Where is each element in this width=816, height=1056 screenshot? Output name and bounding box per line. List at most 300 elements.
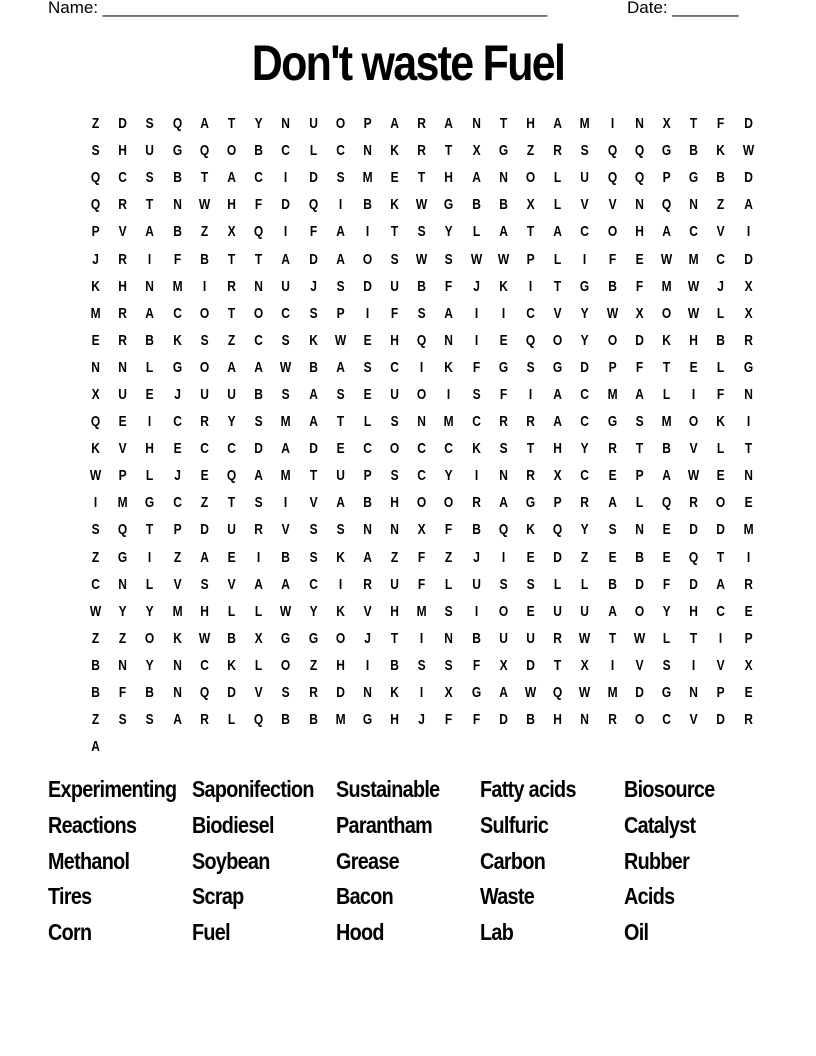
grid-letter: W: [89, 467, 102, 485]
grid-letter: L: [255, 656, 263, 674]
grid-letter: B: [172, 223, 182, 241]
grid-letter: L: [255, 602, 263, 620]
grid-letter: N: [471, 115, 481, 133]
grid-letter: B: [308, 358, 318, 376]
grid-letter: K: [390, 684, 399, 702]
grid-letter: F: [445, 521, 453, 539]
grid-letter: K: [499, 277, 508, 295]
grid-letter: L: [554, 169, 562, 187]
grid-letter: A: [200, 548, 209, 566]
grid-letter: Q: [308, 196, 318, 214]
grid-letter: C: [526, 304, 535, 322]
grid-letter: Q: [417, 331, 427, 349]
grid-letter: L: [146, 575, 154, 593]
grid-letter: R: [118, 331, 128, 349]
grid-letter: A: [281, 250, 291, 268]
grid-letter: Z: [119, 629, 127, 647]
word-list-item: Sustainable: [336, 776, 440, 802]
grid-letter: B: [281, 711, 291, 729]
grid-letter: G: [607, 413, 617, 431]
grid-letter: S: [608, 521, 617, 539]
grid-letter: U: [471, 575, 481, 593]
grid-letter: A: [607, 494, 617, 512]
grid-letter: I: [365, 304, 370, 322]
grid-letter: A: [390, 115, 399, 133]
grid-letter: S: [417, 656, 426, 674]
grid-letter: W: [198, 629, 211, 647]
grid-letter: K: [172, 331, 182, 349]
grid-letter: C: [390, 358, 399, 376]
grid-letter: C: [91, 575, 100, 593]
grid-letter: Q: [498, 521, 509, 539]
grid-letter: Z: [173, 548, 181, 566]
grid-letter: I: [501, 548, 506, 566]
grid-letter: W: [579, 684, 591, 702]
word-list-item: Experimenting: [48, 776, 177, 802]
grid-letter: W: [280, 602, 292, 620]
grid-letter: I: [474, 467, 478, 485]
grid-letter: E: [118, 413, 127, 431]
word-list-item: Acids: [624, 883, 675, 910]
grid-letter: C: [444, 440, 454, 458]
grid-letter: Z: [200, 223, 209, 241]
grid-letter: T: [690, 629, 698, 647]
grid-letter: N: [145, 277, 155, 295]
grid-letter: A: [553, 223, 563, 241]
grid-letter: O: [661, 304, 672, 322]
grid-letter: Z: [91, 629, 100, 647]
word-bank: [48, 776, 768, 955]
grid-letter: V: [118, 440, 127, 458]
grid-letter: E: [363, 331, 372, 349]
grid-letter: B: [172, 169, 182, 187]
grid-letter: F: [119, 684, 127, 702]
grid-letter: H: [553, 440, 563, 458]
grid-letter: G: [661, 684, 672, 702]
grid-letter: K: [335, 602, 345, 620]
grid-letter: Q: [553, 684, 563, 702]
grid-letter: F: [418, 575, 426, 593]
grid-letter: D: [553, 548, 563, 566]
grid-letter: X: [472, 142, 481, 160]
grid-letter: S: [499, 575, 508, 593]
grid-letter: A: [281, 440, 291, 458]
name-field-label: Name: _______________________________________________: [48, 0, 548, 17]
grid-letter: L: [554, 575, 562, 593]
grid-letter: D: [499, 711, 508, 729]
grid-letter: A: [363, 548, 372, 566]
grid-letter: K: [662, 331, 671, 349]
grid-letter: U: [390, 385, 399, 403]
grid-letter: W: [470, 250, 482, 268]
grid-letter: S: [309, 548, 318, 566]
grid-letter: U: [335, 467, 345, 485]
grid-letter: A: [172, 711, 182, 729]
grid-letter: P: [173, 521, 182, 539]
grid-letter: A: [145, 304, 155, 322]
grid-letter: O: [689, 413, 699, 431]
grid-letter: A: [553, 413, 563, 431]
grid-letter: P: [118, 467, 127, 485]
grid-letter: Z: [91, 548, 100, 566]
grid-letter: I: [420, 629, 424, 647]
grid-letter: I: [338, 196, 342, 214]
grid-letter: F: [445, 711, 453, 729]
grid-letter: Z: [390, 548, 399, 566]
grid-letter: S: [145, 711, 154, 729]
grid-letter: M: [607, 385, 618, 403]
grid-letter: U: [499, 629, 508, 647]
grid-letter: E: [363, 385, 372, 403]
grid-letter: S: [499, 440, 508, 458]
grid-letter: Y: [662, 602, 671, 620]
grid-letter: B: [689, 142, 699, 160]
grid-letter: A: [200, 115, 209, 133]
grid-letter: E: [526, 548, 535, 566]
grid-letter: S: [254, 413, 263, 431]
grid-letter: B: [91, 684, 100, 702]
grid-letter: A: [254, 358, 264, 376]
grid-letter: N: [743, 385, 753, 403]
grid-letter: Q: [634, 169, 645, 187]
grid-letter: S: [417, 304, 426, 322]
grid-letter: N: [417, 413, 427, 431]
grid-letter: R: [118, 250, 128, 268]
grid-letter: G: [444, 196, 454, 214]
grid-letter: D: [363, 277, 372, 295]
grid-letter: Y: [580, 440, 589, 458]
grid-letter: Z: [526, 142, 535, 160]
grid-letter: S: [526, 358, 535, 376]
grid-letter: D: [254, 440, 264, 458]
grid-letter: O: [716, 494, 726, 512]
grid-letter: I: [474, 331, 478, 349]
grid-letter: C: [335, 142, 345, 160]
grid-letter: O: [254, 304, 264, 322]
grid-letter: C: [417, 440, 427, 458]
grid-letter: C: [172, 413, 182, 431]
grid-letter: D: [118, 115, 128, 133]
grid-letter: B: [254, 142, 264, 160]
grid-letter: F: [472, 656, 480, 674]
grid-letter: W: [579, 629, 591, 647]
grid-letter: X: [580, 656, 589, 674]
grid-letter: M: [280, 467, 291, 485]
word-list-item: Bacon: [336, 883, 394, 910]
grid-letter: V: [309, 494, 318, 512]
grid-letter: N: [499, 169, 508, 187]
grid-letter: Y: [445, 223, 454, 241]
grid-letter: Q: [607, 142, 617, 160]
grid-letter: A: [553, 115, 563, 133]
grid-letter: D: [716, 521, 726, 539]
grid-letter: A: [743, 196, 753, 214]
grid-letter: F: [717, 115, 725, 133]
grid-letter: V: [689, 711, 698, 729]
grid-letter: T: [146, 196, 154, 214]
grid-letter: T: [418, 169, 426, 187]
grid-letter: R: [227, 277, 236, 295]
grid-letter: V: [173, 575, 182, 593]
grid-letter: Z: [581, 548, 589, 566]
grid-letter: N: [118, 656, 128, 674]
grid-letter: W: [688, 277, 700, 295]
grid-letter: G: [553, 358, 563, 376]
grid-letter: B: [471, 521, 481, 539]
grid-letter: I: [474, 304, 478, 322]
grid-letter: Q: [254, 223, 264, 241]
word-list-item: Rubber: [624, 847, 690, 874]
grid-letter: R: [200, 711, 209, 729]
grid-letter: L: [363, 413, 372, 431]
grid-letter: R: [553, 142, 563, 160]
grid-letter: G: [743, 358, 753, 376]
grid-letter: S: [118, 711, 127, 729]
grid-letter: U: [553, 602, 563, 620]
grid-letter: J: [717, 277, 725, 295]
grid-letter: H: [444, 169, 454, 187]
grid-letter: W: [742, 142, 754, 160]
grid-letter: I: [610, 115, 614, 133]
grid-letter: N: [118, 575, 128, 593]
grid-letter: T: [690, 115, 698, 133]
grid-letter: P: [553, 494, 562, 512]
grid-letter: Q: [661, 196, 672, 214]
grid-letter: X: [744, 304, 753, 322]
grid-letter: O: [417, 494, 427, 512]
grid-letter: T: [526, 223, 535, 241]
grid-letter: E: [91, 331, 100, 349]
word-list-item: Corn: [48, 919, 92, 946]
grid-letter: R: [553, 629, 563, 647]
grid-letter: X: [662, 115, 671, 133]
grid-letter: O: [199, 304, 210, 322]
grid-letter: Y: [254, 115, 263, 133]
grid-letter: B: [254, 385, 264, 403]
grid-letter: A: [662, 467, 671, 485]
grid-letter: P: [662, 169, 671, 187]
grid-letter: S: [445, 656, 454, 674]
grid-letter: Q: [118, 521, 128, 539]
grid-letter: A: [499, 684, 508, 702]
grid-letter: P: [91, 223, 100, 241]
grid-letter: E: [662, 521, 671, 539]
grid-letter: C: [281, 304, 291, 322]
grid-letter: W: [688, 467, 700, 485]
word-list-item: Reactions: [48, 811, 137, 838]
grid-letter: S: [580, 142, 589, 160]
grid-letter: C: [308, 575, 318, 593]
grid-letter: B: [308, 711, 318, 729]
grid-letter: C: [200, 440, 209, 458]
grid-letter: N: [499, 467, 508, 485]
grid-letter: I: [528, 385, 533, 403]
grid-letter: G: [498, 358, 509, 376]
grid-letter: I: [202, 277, 207, 295]
grid-letter: G: [118, 548, 128, 566]
grid-letter: K: [308, 331, 318, 349]
grid-letter: H: [390, 331, 399, 349]
grid-letter: G: [145, 494, 155, 512]
grid-letter: I: [284, 169, 288, 187]
grid-letter: X: [744, 277, 753, 295]
grid-letter: T: [255, 250, 263, 268]
grid-letter: V: [254, 684, 263, 702]
grid-letter: B: [607, 575, 617, 593]
grid-letter: S: [281, 331, 290, 349]
grid-letter: I: [692, 656, 696, 674]
grid-letter: Q: [254, 711, 264, 729]
grid-letter: H: [390, 602, 399, 620]
grid-letter: S: [662, 656, 671, 674]
grid-letter: H: [390, 711, 399, 729]
grid-letter: D: [635, 684, 644, 702]
grid-letter: R: [689, 494, 699, 512]
grid-letter: A: [308, 385, 318, 403]
grid-letter: T: [554, 277, 562, 295]
grid-letter: Q: [661, 494, 672, 512]
grid-letter: E: [608, 548, 617, 566]
grid-letter: N: [91, 358, 100, 376]
grid-letter: T: [200, 169, 209, 187]
grid-letter: N: [172, 196, 182, 214]
grid-letter: N: [281, 115, 291, 133]
grid-letter: W: [606, 304, 618, 322]
grid-letter: F: [608, 250, 616, 268]
grid-letter: E: [662, 548, 671, 566]
grid-letter: Q: [634, 142, 645, 160]
grid-letter: L: [445, 575, 453, 593]
grid-letter: C: [363, 440, 372, 458]
grid-letter: M: [579, 115, 590, 133]
grid-letter: S: [635, 413, 644, 431]
grid-letter: Y: [145, 656, 154, 674]
grid-letter: X: [744, 656, 753, 674]
grid-letter: E: [336, 440, 345, 458]
grid-letter: I: [420, 684, 424, 702]
grid-letter: V: [608, 196, 617, 214]
grid-letter: B: [716, 169, 726, 187]
grid-letter: L: [227, 602, 236, 620]
grid-letter: I: [583, 250, 587, 268]
grid-letter: A: [281, 575, 291, 593]
grid-letter: F: [472, 358, 480, 376]
grid-letter: B: [662, 440, 671, 458]
grid-letter: O: [389, 440, 400, 458]
grid-letter: Z: [200, 494, 209, 512]
grid-letter: E: [145, 385, 154, 403]
grid-letter: R: [417, 115, 427, 133]
grid-letter: B: [471, 196, 481, 214]
grid-letter: J: [173, 467, 181, 485]
grid-letter: H: [553, 711, 563, 729]
word-list-item: Lab: [480, 919, 514, 946]
grid-letter: A: [254, 575, 264, 593]
grid-letter: G: [172, 142, 182, 160]
grid-letter: J: [309, 277, 317, 295]
grid-letter: Q: [90, 196, 101, 214]
grid-letter: O: [553, 331, 563, 349]
grid-letter: K: [91, 277, 100, 295]
grid-letter: X: [445, 684, 454, 702]
grid-letter: S: [200, 575, 209, 593]
grid-letter: F: [472, 711, 480, 729]
grid-letter: H: [526, 115, 535, 133]
word-list-item: Oil: [624, 919, 649, 946]
grid-letter: T: [227, 115, 236, 133]
grid-letter: K: [335, 548, 345, 566]
grid-letter: P: [363, 115, 372, 133]
grid-letter: N: [444, 331, 454, 349]
grid-letter: N: [635, 196, 644, 214]
grid-letter: D: [281, 196, 291, 214]
grid-letter: F: [309, 223, 317, 241]
grid-letter: I: [148, 413, 152, 431]
grid-letter: J: [418, 711, 426, 729]
grid-letter: L: [662, 629, 671, 647]
grid-letter: T: [608, 629, 616, 647]
word-list-item: Tires: [48, 883, 92, 910]
grid-letter: I: [692, 385, 696, 403]
grid-letter: C: [580, 223, 590, 241]
grid-letter: R: [499, 413, 508, 431]
grid-letter: T: [662, 358, 671, 376]
grid-letter: I: [719, 629, 723, 647]
grid-letter: D: [308, 169, 318, 187]
grid-letter: U: [526, 629, 535, 647]
grid-letter: C: [580, 413, 590, 431]
grid-letter: F: [717, 385, 725, 403]
word-list-item: Grease: [336, 847, 399, 874]
grid-letter: F: [445, 277, 453, 295]
grid-letter: S: [281, 684, 290, 702]
grid-letter: A: [499, 223, 508, 241]
grid-letter: I: [447, 385, 451, 403]
grid-letter: B: [526, 711, 535, 729]
grid-letter: U: [390, 575, 399, 593]
grid-letter: V: [363, 602, 372, 620]
grid-letter: X: [91, 385, 100, 403]
grid-letter: R: [254, 521, 264, 539]
grid-letter: U: [227, 521, 236, 539]
grid-letter: N: [689, 196, 699, 214]
grid-letter: S: [309, 521, 318, 539]
grid-letter: O: [525, 169, 536, 187]
grid-letter: I: [420, 358, 424, 376]
grid-letter: C: [281, 142, 291, 160]
grid-letter: N: [635, 521, 644, 539]
grid-letter: A: [91, 738, 100, 756]
grid-letter: C: [200, 656, 209, 674]
grid-letter: A: [444, 304, 454, 322]
grid-letter: D: [689, 521, 699, 539]
grid-letter: V: [635, 656, 644, 674]
word-list-item: Biosource: [624, 776, 715, 802]
grid-letter: R: [200, 413, 209, 431]
word-list-item: Scrap: [192, 883, 244, 910]
grid-letter: Q: [226, 467, 237, 485]
grid-letter: B: [417, 277, 427, 295]
grid-letter: N: [390, 521, 399, 539]
grid-letter: T: [526, 440, 535, 458]
grid-letter: K: [716, 142, 726, 160]
grid-letter: H: [118, 277, 128, 295]
grid-letter: B: [227, 629, 236, 647]
word-list-item: Biodiesel: [192, 811, 274, 838]
grid-letter: U: [281, 277, 291, 295]
grid-letter: J: [472, 548, 480, 566]
grid-letter: U: [227, 385, 236, 403]
